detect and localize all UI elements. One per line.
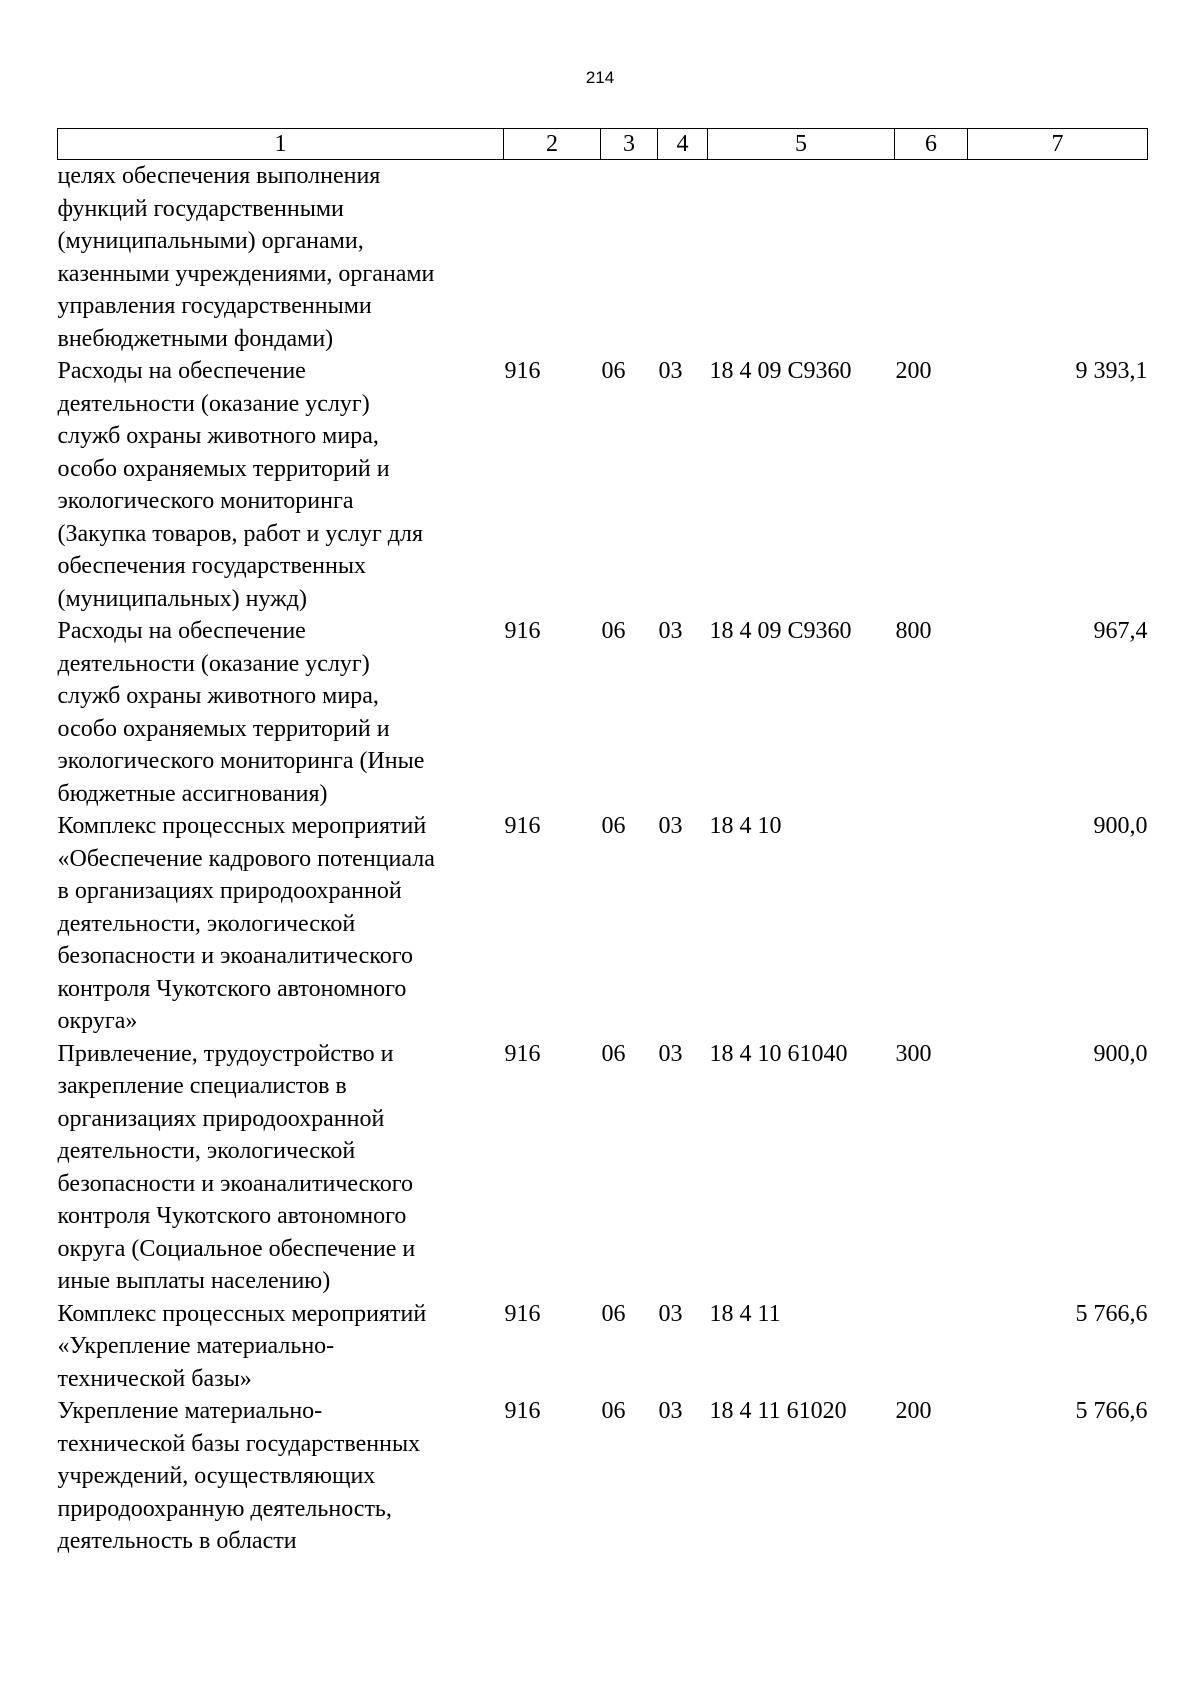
description-line: Комплекс процессных мероприятий [57, 1300, 427, 1327]
table-row [58, 1298, 1148, 1396]
cell-subsection: 03 [658, 1040, 683, 1067]
header-col-3: 3 [601, 129, 658, 160]
cell-amount: 900,0 [1093, 813, 1148, 839]
description-line: Расходы на обеспечение [57, 358, 306, 384]
description-line: деятельность в области [57, 1528, 297, 1554]
table-row [58, 1395, 1148, 1558]
cell-section [601, 160, 658, 356]
description-line: управления государственными [57, 293, 372, 319]
page-number: 214 [585, 68, 615, 87]
cell-amount [968, 160, 1148, 356]
cell-section: 06 [601, 1040, 626, 1067]
cell-grbs: 916 [504, 813, 541, 839]
description-line: Комплекс процессных мероприятий [57, 813, 427, 839]
description-line: организациях природоохранной [57, 1105, 385, 1132]
cell-expense-type: 200 [895, 1398, 932, 1424]
description-line: в организациях природоохранной [57, 878, 402, 904]
table-row [58, 355, 1148, 615]
description-line: Привлечение, трудоустройство и [57, 1040, 394, 1067]
cell-amount: 900,0 [1093, 1040, 1148, 1067]
cell-section: 06 [601, 1398, 626, 1424]
cell-subsection: 03 [658, 813, 683, 839]
cell-expense-type [895, 160, 968, 356]
cell-grbs: 916 [504, 1300, 541, 1327]
cell-target-article: 18 4 09 С9360 [709, 618, 852, 644]
cell-grbs: 916 [504, 358, 541, 384]
cell-description [58, 1298, 504, 1396]
cell-target-article: 18 4 11 [709, 1300, 781, 1327]
description-line: служб охраны животного мира, [57, 423, 379, 449]
header-col-7: 7 [968, 129, 1148, 160]
table-row [58, 160, 1148, 356]
cell-expense-type [895, 1298, 968, 1396]
cell-description [58, 160, 504, 356]
description-line: контроля Чукотского автономного [57, 975, 407, 1002]
header-col-2: 2 [504, 129, 601, 160]
description-line: экологического мониторинга [57, 488, 354, 514]
cell-target-article [708, 160, 895, 356]
budget-table [57, 128, 1148, 1558]
cell-grbs: 916 [504, 618, 541, 644]
description-line: природоохранную деятельность, [57, 1495, 392, 1522]
description-line: округа» [57, 1008, 138, 1034]
cell-grbs: 916 [504, 1398, 541, 1424]
cell-description [58, 1038, 504, 1298]
description-line: деятельности, экологической [57, 910, 356, 937]
cell-grbs: 916 [504, 1040, 541, 1067]
description-line: экологического мониторинга (Иные [57, 748, 425, 774]
header-col-4: 4 [658, 129, 708, 160]
description-line: обеспечения государственных [57, 553, 366, 579]
cell-subsection: 03 [658, 358, 683, 384]
cell-section: 06 [601, 618, 626, 644]
cell-target-article: 18 4 10 [709, 813, 782, 839]
description-line: учреждений, осуществляющих [57, 1463, 376, 1489]
cell-expense-type: 300 [895, 1040, 932, 1067]
cell-description [58, 355, 504, 615]
cell-target-article: 18 4 09 С9360 [709, 358, 852, 384]
cell-description [58, 810, 504, 1038]
description-line: Расходы на обеспечение [57, 618, 306, 644]
cell-amount: 967,4 [1093, 618, 1148, 644]
table-body [58, 160, 1148, 1558]
description-line: бюджетные ассигнования) [57, 780, 328, 807]
cell-amount: 5 766,6 [1075, 1398, 1148, 1424]
cell-subsection [658, 160, 708, 356]
cell-section: 06 [601, 1300, 626, 1327]
cell-description [58, 615, 504, 810]
cell-expense-type: 200 [895, 358, 932, 384]
description-line: казенными учреждениями, органами [57, 260, 435, 287]
cell-expense-type [895, 810, 968, 1038]
cell-subsection: 03 [658, 1300, 683, 1327]
description-line: деятельности (оказание услуг) [57, 650, 370, 677]
description-line: безопасности и экоаналитического [57, 1170, 414, 1197]
description-line: служб охраны животного мира, [57, 683, 379, 709]
cell-description [58, 1395, 504, 1558]
description-line: округа (Социальное обеспечение и [57, 1235, 416, 1262]
header-col-1: 1 [58, 129, 504, 160]
cell-expense-type: 800 [895, 618, 932, 644]
cell-grbs [504, 160, 601, 356]
header-row [58, 129, 1148, 160]
table-row [58, 1038, 1148, 1298]
cell-subsection: 03 [658, 618, 683, 644]
description-line: целях обеспечения выполнения [57, 163, 381, 189]
cell-section: 06 [601, 813, 626, 839]
description-line: особо охраняемых территорий и [57, 715, 390, 742]
description-line: технической базы» [57, 1365, 252, 1392]
cell-target-article: 18 4 11 61020 [709, 1398, 847, 1424]
description-line: закрепление специалистов в [57, 1073, 347, 1099]
header-col-6: 6 [895, 129, 968, 160]
table-row [58, 615, 1148, 810]
cell-amount: 5 766,6 [1075, 1300, 1148, 1327]
table-row [58, 810, 1148, 1038]
cell-subsection: 03 [658, 1398, 683, 1424]
description-line: контроля Чукотского автономного [57, 1203, 407, 1229]
description-line: (муниципальных) нужд) [57, 585, 307, 612]
description-line: (муниципальными) органами, [57, 228, 364, 254]
cell-section: 06 [601, 358, 626, 384]
description-line: деятельности (оказание услуг) [57, 390, 370, 417]
cell-target-article: 18 4 10 61040 [709, 1040, 848, 1067]
description-line: деятельности, экологической [57, 1138, 356, 1164]
description-line: «Обеспечение кадрового потенциала [57, 845, 435, 872]
description-line: технической базы государственных [57, 1430, 421, 1457]
description-line: (Закупка товаров, работ и услуг для [57, 520, 424, 547]
description-line: Укрепление материально- [57, 1398, 323, 1424]
description-line: внебюджетными фондами) [57, 325, 334, 352]
description-line: «Укрепление материально- [57, 1333, 335, 1359]
description-line: иные выплаты населению) [57, 1268, 331, 1294]
cell-amount: 9 393,1 [1075, 358, 1148, 384]
description-line: особо охраняемых территорий и [57, 455, 390, 482]
header-col-5: 5 [708, 129, 895, 160]
description-line: функций государственными [57, 195, 344, 222]
description-line: безопасности и экоаналитического [57, 943, 414, 969]
